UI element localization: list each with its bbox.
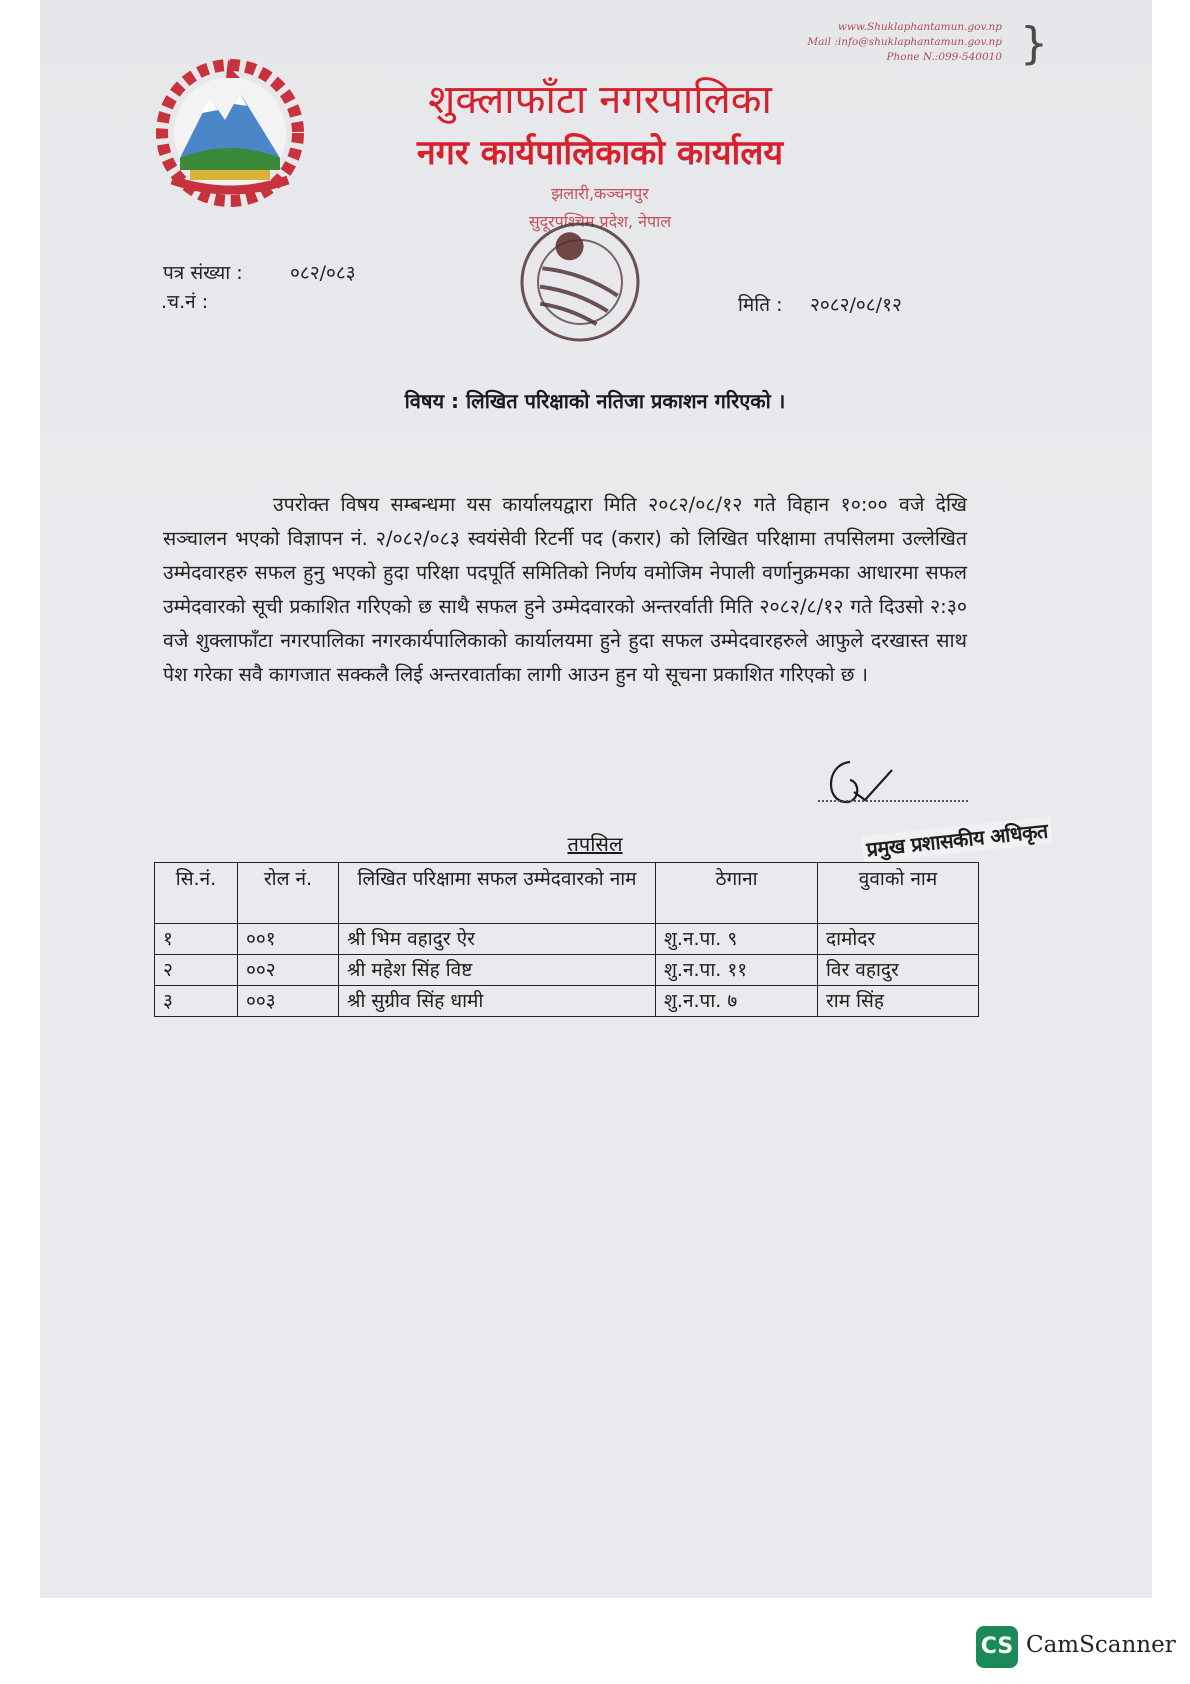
signature-line (818, 800, 968, 802)
table-row (155, 924, 979, 955)
brace-mark: } (1020, 18, 1048, 69)
patra-sankhya-value: ०८२/०८३ (290, 262, 356, 284)
header-father-name: वुवाको नाम (818, 863, 979, 924)
subject-line: विषय : लिखित परिक्षाको नतिजा प्रकाशन गरिएको । (404, 389, 786, 413)
office-title: नगर कार्यपालिकाको कार्यालय (416, 133, 784, 173)
nepal-emblem-icon (150, 58, 310, 212)
cell-roll: ००२ (238, 955, 339, 986)
cell-name: श्री भिम वहादुर ऐर (339, 924, 656, 955)
chalani-label: .च.नं : (161, 291, 209, 313)
cell-father-name: दामोदर (818, 924, 979, 955)
cell-address: शु.न.पा. ९ (656, 924, 818, 955)
cell-father-name: विर वहादुर (818, 955, 979, 986)
cell-father-name: राम सिंह (818, 986, 979, 1017)
miti-value: २०८२/०८/१२ (810, 294, 902, 316)
cell-serial: ३ (155, 986, 238, 1017)
annex-title: तपसिल (567, 832, 623, 856)
cell-address: शु.न.पा. ७ (656, 986, 818, 1017)
camscanner-label: CamScanner (1026, 1632, 1176, 1658)
office-stamp-icon (510, 212, 650, 356)
miti-label: मिति : (738, 294, 783, 316)
table-header-row (155, 863, 979, 924)
cell-serial: २ (155, 955, 238, 986)
header-roll: रोल नं. (238, 863, 339, 924)
notice-body: उपरोक्त विषय सम्बन्धमा यस कार्यालयद्वारा मिति २०८२/०८/१२ गते विहान १०:०० वजे देखि सञ्चालन भएको विज्ञापन नं. २/०८२/०८३ स्वयंसेवी रिटर्नी पद (करार) को लिखित परिक्षामा तपसिलमा उल्लेखित उम्मेदवारहरु सफल हुनु भएको हुदा परिक्षा पदपूर्ति समितिको निर्णय वमोजिम नेपाली वर्णानुक्रमका आधारमा सफल उम्मेदवारको सूची प्रकाशित गरिएको छ साथै सफल हुने उम्मेदवारको अन्तरर्वाती मिति २०८२/८/१२ गते दिउसो २:३० वजे शुक्लाफाँटा नगरपालिका नगरकार्यपालिकाको कार्यालयमा हुने हुदा सफल उम्मेदवारहरुले आफुले दरखास्त साथ पेश गरेका सवै कागजात सक्कलै लिई अन्तरवार्ताका लागी आउन हुन यो सूचना प्रकाशित गरिएको छ । (163, 493, 967, 686)
cell-name: श्री सुग्रीव सिंह धामी (339, 986, 656, 1017)
cell-roll: ००३ (238, 986, 339, 1017)
address-line-2: सुदूरपश्चिम प्रदेश, नेपाल (528, 212, 672, 231)
phone-text: Phone N.:099-540010 (886, 51, 1002, 63)
results-table (154, 862, 979, 1017)
mail-text: Mail :info@shuklaphantamun.gov.np (807, 36, 1002, 48)
municipality-title: शुक्लाफाँटा नगरपालिका (428, 77, 772, 123)
camscanner-logo-icon: CS (976, 1626, 1018, 1668)
officer-designation-stamp: प्रमुख प्रशासकीय अधिकृत (861, 816, 1053, 863)
contact-block (807, 20, 1002, 65)
address-line-1: झलारी,कञ्चनपुर (551, 184, 649, 203)
cell-name: श्री महेश सिंह विष्ट (339, 955, 656, 986)
signature-icon (820, 752, 950, 816)
header-address: ठेगाना (656, 863, 818, 924)
table-row (155, 955, 979, 986)
cell-address: शु.न.पा. ११ (656, 955, 818, 986)
cell-serial: १ (155, 924, 238, 955)
header-name: लिखित परिक्षामा सफल उम्मेदवारको नाम (339, 863, 656, 924)
cell-roll: ००१ (238, 924, 339, 955)
table-row (155, 986, 979, 1017)
patra-sankhya-label: पत्र संख्या : (163, 262, 243, 284)
header-serial: सि.नं. (155, 863, 238, 924)
website-text: www.Shuklaphantamun.gov.np (837, 21, 1002, 33)
